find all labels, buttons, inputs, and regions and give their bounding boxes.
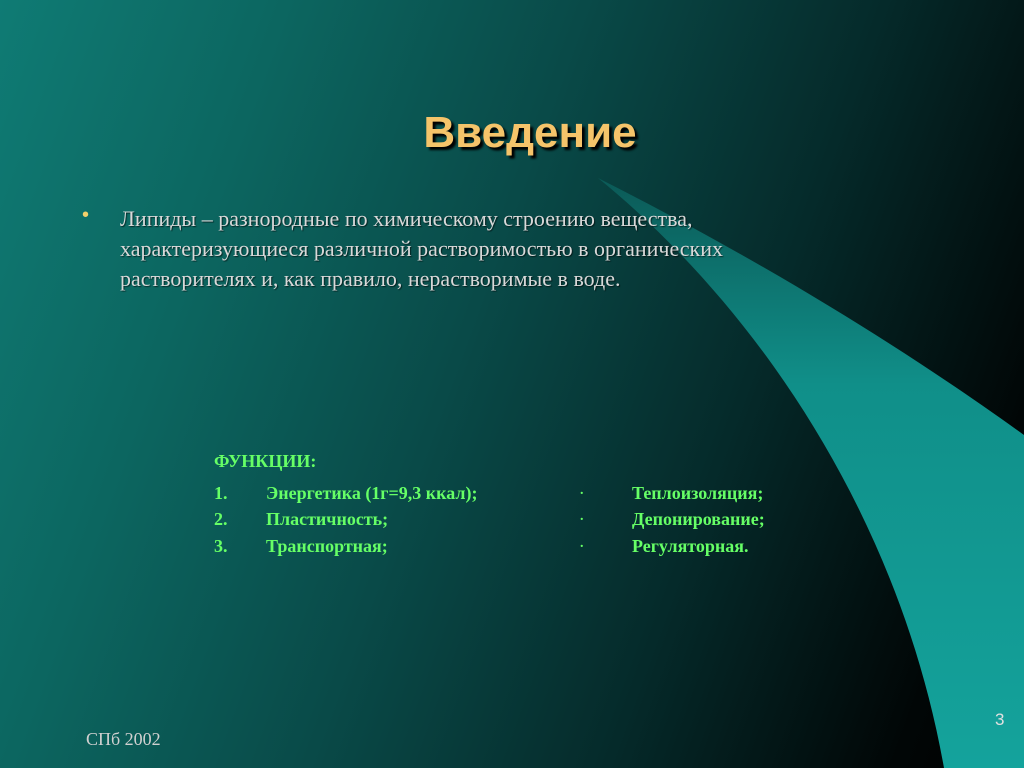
intro-text: Липиды – разнородные по химическому строению вещества, характеризующиеся различной растворимостью в органических растворителях и, как правило, нерастворимые в воде. [120,206,723,291]
function-text-right: Регуляторная. [632,536,749,556]
footer-text: СПб 2002 [86,729,161,749]
functions-heading: ФУНКЦИИ: [214,451,317,471]
function-text: Энергетика (1г=9,3 ккал); [266,483,478,503]
function-text: Транспортная; [266,536,388,556]
slide-title: Введение [423,108,637,157]
bullet-icon: • [82,204,90,226]
function-marker: . [580,483,584,498]
slide-number: 3 [995,710,1005,729]
function-number: 3. [214,536,228,556]
function-text-right: Теплоизоляция; [632,483,764,503]
function-marker: . [580,536,584,551]
function-text: Пластичность; [266,509,389,529]
function-number: 1. [214,483,228,503]
function-number: 2. [214,509,228,529]
function-text-right: Депонирование; [632,509,765,529]
function-marker: . [580,509,584,524]
